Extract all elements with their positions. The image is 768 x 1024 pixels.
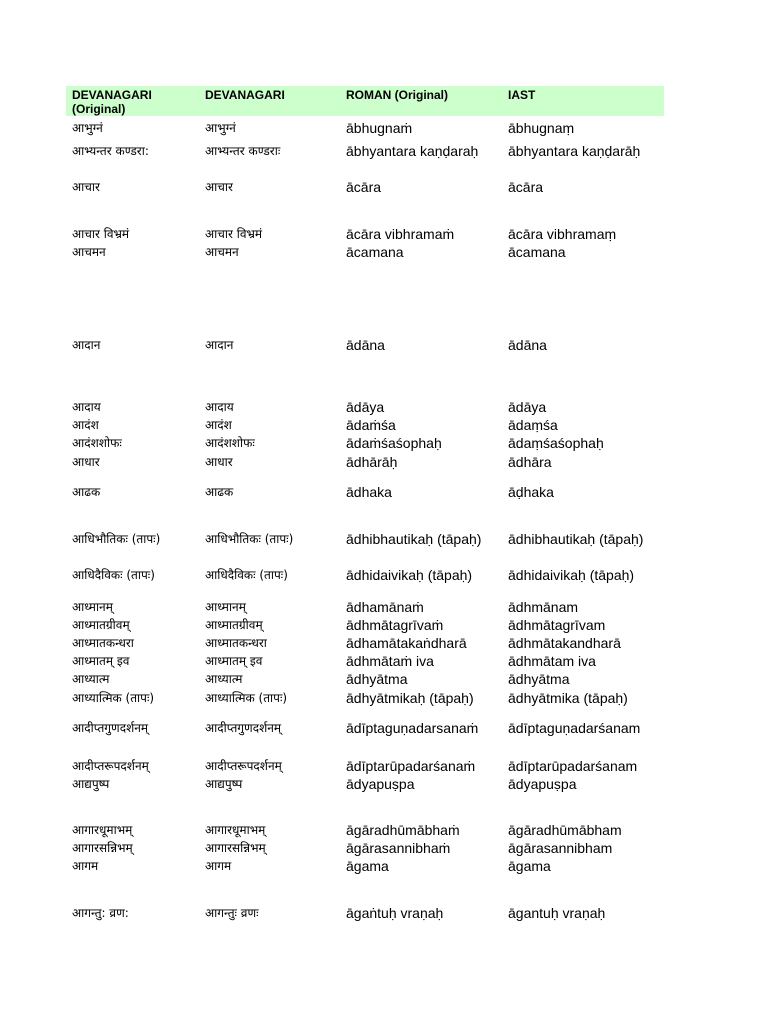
cell-devanagari: आदान (205, 338, 234, 352)
cell-devanagari-original: आदीप्तगुणदर्शनम् (72, 721, 149, 735)
cell-roman-original: ādāna (346, 337, 385, 353)
cell-devanagari: आभुग्नं (205, 121, 236, 135)
cell-iast: ādhmātam iva (508, 653, 596, 669)
cell-roman-original: ābhyantara kaṇḍaraḥ (346, 143, 479, 159)
cell-devanagari-original: आढक (72, 485, 101, 499)
cell-iast: ābhugnaṃ (508, 120, 575, 136)
cell-iast: ādāna (508, 337, 547, 353)
cell-roman-original: ādaṁśaśophaḥ (346, 435, 442, 451)
cell-roman-original: ādyapuṣpa (346, 776, 415, 792)
cell-roman-original: ādhidaivikaḥ (tāpaḥ) (346, 567, 473, 583)
cell-devanagari: आध्यात्मिक (तापः) (205, 691, 288, 705)
cell-devanagari-original: आभुग्नं (72, 121, 103, 135)
cell-devanagari: आभ्यन्तर कण्डराः (205, 144, 281, 158)
cell-roman-original: ādhmātaṁ iva (346, 653, 434, 669)
cell-iast: ādaṃśaśophaḥ (508, 435, 604, 451)
cell-devanagari-original: आधार (72, 455, 100, 469)
cell-iast: ādhāra (508, 454, 552, 470)
cell-devanagari: आध्यात्म (205, 672, 243, 686)
cell-devanagari-original: आचार (72, 180, 100, 194)
cell-roman-original: ādhamānaṁ (346, 599, 424, 615)
cell-iast: ādhidaivikaḥ (tāpaḥ) (508, 567, 635, 583)
cell-roman-original: ādaṁśa (346, 417, 396, 433)
cell-devanagari: आदाय (205, 400, 234, 414)
cell-devanagari-original: आदाय (72, 400, 101, 414)
cell-roman-original: ābhugnaṁ (346, 120, 413, 136)
cell-devanagari: आगारसन्निभम् (205, 841, 266, 855)
cell-devanagari: आगारधूमाभम् (205, 823, 266, 837)
cell-roman-original: ādhaka (346, 484, 392, 500)
cell-devanagari: आधार (205, 455, 233, 469)
cell-devanagari-original: आधिदैविकः (तापः) (72, 568, 155, 582)
cell-iast: ācāra vibhramaṃ (508, 226, 617, 242)
column-header-line: (Original) (72, 102, 126, 116)
cell-iast: āḍhaka (508, 484, 554, 500)
column-header-roman-original: ROMAN (Original) (346, 88, 448, 102)
cell-devanagari-original: आध्मातम् इव (72, 654, 130, 668)
cell-devanagari-original: आगारधूमाभम् (72, 823, 133, 837)
cell-iast: ādhibhautikaḥ (tāpaḥ) (508, 531, 644, 547)
cell-iast: ābhyantara kaṇḍarāḥ (508, 143, 641, 159)
cell-devanagari: आचार (205, 180, 233, 194)
cell-iast: ādīptaguṇadarśanam (508, 720, 641, 736)
cell-iast: ādhmānam (508, 599, 579, 615)
cell-roman-original: ācāra vibhramaṁ (346, 226, 455, 242)
column-header-devanagari: DEVANAGARI (205, 88, 285, 102)
cell-roman-original: ādhyātmikaḥ (tāpaḥ) (346, 690, 474, 706)
column-header-line: DEVANAGARI (72, 88, 152, 102)
cell-iast: āgāradhūmābham (508, 822, 622, 838)
cell-devanagari: आदीप्तगुणदर्शनम् (205, 721, 282, 735)
cell-devanagari-original: आध्मातग्रीवम् (72, 618, 130, 632)
cell-devanagari: आदीप्तरूपदर्शनम् (205, 759, 282, 773)
cell-roman-original: ādhārāḥ (346, 454, 398, 470)
cell-devanagari-original: आदंशशोफः (72, 436, 122, 450)
cell-iast: āgama (508, 858, 551, 874)
cell-roman-original: āgāradhūmābhaṁ (346, 822, 460, 838)
cell-devanagari-original: आधिभौतिकः (तापः) (72, 532, 161, 546)
cell-devanagari: आधिभौतिकः (तापः) (205, 532, 294, 546)
cell-roman-original: ādhibhautikaḥ (tāpaḥ) (346, 531, 482, 547)
cell-roman-original: ādīptarūpadarśanaṁ (346, 758, 476, 774)
cell-devanagari-original: आदीप्तरूपदर्शनम् (72, 759, 149, 773)
cell-iast: ādhmātakandharā (508, 635, 621, 651)
cell-iast: ādyapuṣpa (508, 776, 577, 792)
cell-roman-original: ācāra (346, 179, 382, 195)
cell-iast: ādāya (508, 399, 547, 415)
cell-devanagari-original: आध्मानम् (72, 600, 113, 614)
cell-roman-original: āgama (346, 858, 389, 874)
cell-iast: ādhmātagrīvam (508, 617, 606, 633)
cell-devanagari-original: आद्यपुष्प (72, 777, 110, 791)
cell-devanagari: आदंश (205, 418, 232, 432)
cell-iast: āgārasannibham (508, 840, 613, 856)
cell-iast: ācamana (508, 244, 566, 260)
cell-roman-original: āgaṅtuḥ vraṇaḥ (346, 905, 444, 921)
cell-devanagari-original: आदान (72, 338, 101, 352)
cell-devanagari: आध्मानम् (205, 600, 246, 614)
cell-devanagari-original: आध्मातकन्धरा (72, 636, 134, 650)
cell-devanagari: आध्मातग्रीवम् (205, 618, 263, 632)
cell-iast: ācāra (508, 179, 544, 195)
cell-roman-original: ādāya (346, 399, 385, 415)
cell-devanagari-original: आगारसन्निभम् (72, 841, 133, 855)
column-header-devanagari-original (72, 88, 152, 116)
cell-devanagari-original: आचमन (72, 245, 106, 259)
cell-devanagari-original: आगन्तु: व्रण: (72, 906, 129, 920)
cell-devanagari: आढक (205, 485, 234, 499)
cell-devanagari: आधिदैविकः (तापः) (205, 568, 288, 582)
cell-iast: ādhyātmika (tāpaḥ) (508, 690, 628, 706)
cell-iast: āgantuḥ vraṇaḥ (508, 905, 606, 921)
cell-roman-original: āgārasannibhaṁ (346, 840, 451, 856)
cell-devanagari: आचमन (205, 245, 239, 259)
cell-roman-original: ādhmātagrīvaṁ (346, 617, 444, 633)
cell-devanagari: आगम (205, 859, 232, 873)
cell-iast: ādhyātma (508, 671, 570, 687)
cell-roman-original: ādīptaguṇadarsanaṁ (346, 720, 479, 736)
cell-devanagari: आद्यपुष्प (205, 777, 243, 791)
cell-iast: ādīptarūpadarśanam (508, 758, 638, 774)
cell-devanagari-original: आदंश (72, 418, 99, 432)
cell-roman-original: ācamana (346, 244, 404, 260)
cell-devanagari-original: आध्यात्मिक (तापः) (72, 691, 155, 705)
cell-devanagari-original: आगम (72, 859, 99, 873)
cell-devanagari: आध्मातकन्धरा (205, 636, 267, 650)
cell-devanagari: आध्मातम् इव (205, 654, 263, 668)
cell-devanagari: आदंशशोफः (205, 436, 255, 450)
cell-devanagari-original: आध्यात्म (72, 672, 110, 686)
cell-devanagari: आचार विभ्रमं (205, 227, 263, 241)
cell-roman-original: ādhyātma (346, 671, 408, 687)
cell-devanagari: आगन्तुः व्रणः (205, 906, 259, 920)
cell-devanagari-original: आभ्यन्तर कण्डरा: (72, 144, 149, 158)
cell-iast: ādaṃśa (508, 417, 558, 433)
cell-roman-original: ādhamātakaṅdharā (346, 635, 467, 651)
cell-devanagari-original: आचार विभ्रमं (72, 227, 130, 241)
column-header-iast: IAST (508, 88, 536, 102)
